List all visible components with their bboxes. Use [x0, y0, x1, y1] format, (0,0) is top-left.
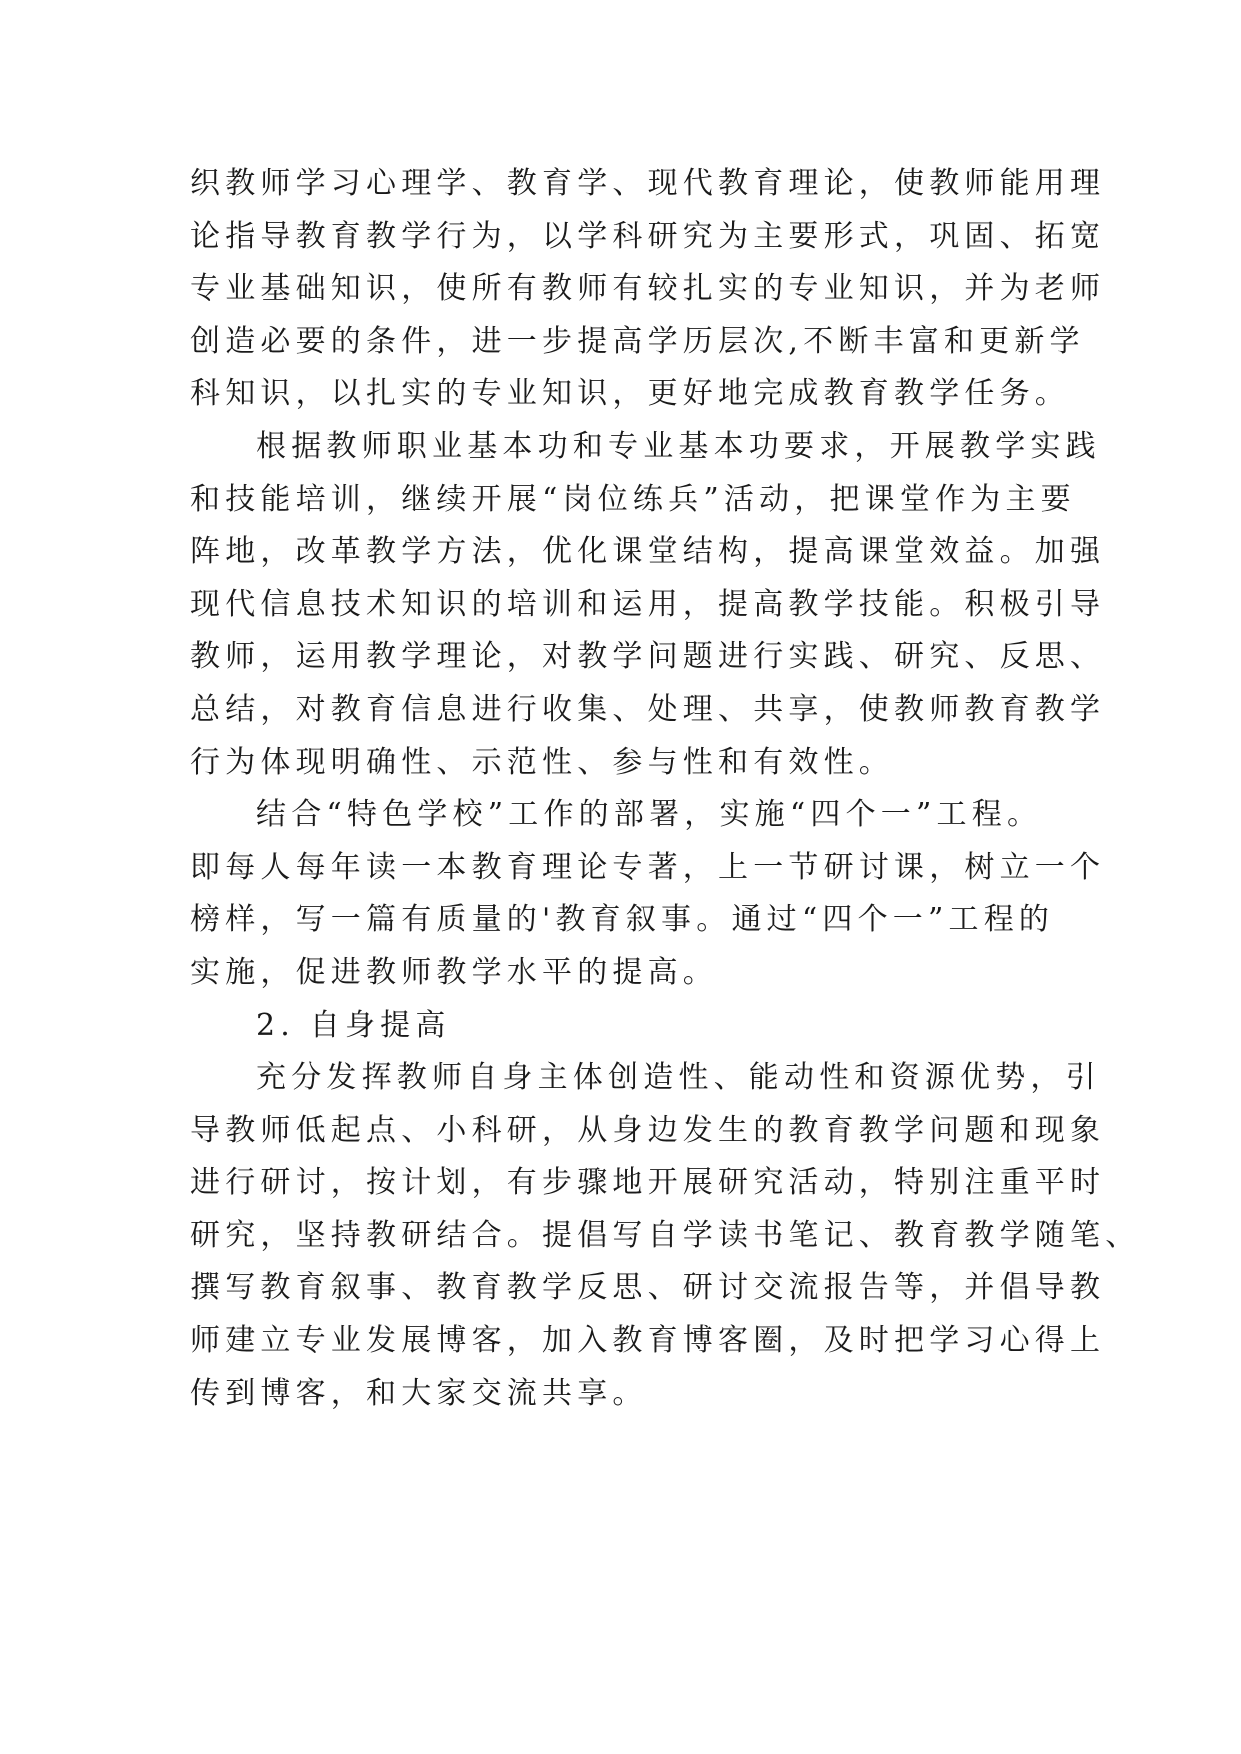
- text-line: 进行研讨，按计划，有步骤地开展研究活动，特别注重平时: [190, 1165, 1106, 1201]
- text-line: 导教师低起点、小科研，从身边发生的教育教学问题和现象: [190, 1112, 1106, 1148]
- text-line: 实施，促进教师教学水平的提高。: [190, 954, 718, 990]
- text-line: 研究，坚持教研结合。提倡写自学读书笔记、教育教学随笔、: [190, 1217, 1141, 1253]
- text-line: 教师，运用教学理论，对教学问题进行实践、研究、反思、: [190, 639, 1106, 675]
- text-line: 榜样，写一篇有质量的'教育叙事。通过“四个一”工程的: [190, 902, 1055, 938]
- text-line: 总结，对教育信息进行收集、处理、共享，使教师教育教学: [190, 691, 1106, 727]
- paragraph-start-line: 根据教师职业基本功和专业基本功要求，开展教学实践: [256, 428, 1101, 464]
- text-line: 论指导教育教学行为，以学科研究为主要形式，巩固、拓宽: [190, 218, 1106, 254]
- text-line: 织教师学习心理学、教育学、现代教育理论，使教师能用理: [190, 166, 1106, 201]
- text-line: 师建立专业发展博客，加入教育博客圈，及时把学习心得上: [190, 1323, 1106, 1359]
- text-line: 撰写教育叙事、教育教学反思、研讨交流报告等，并倡导教: [190, 1270, 1106, 1306]
- text-line: 创造必要的条件，进一步提高学历层次,不断丰富和更新学: [190, 323, 1085, 359]
- paragraph-start-line: 充分发挥教师自身主体创造性、能动性和资源优势，引: [256, 1060, 1101, 1096]
- body-text: [190, 158, 1141, 1420]
- text-line: 和技能培训，继续开展“岗位练兵”活动，把课堂作为主要: [190, 481, 1076, 517]
- text-line: 现代信息技术知识的培训和运用，提高教学技能。积极引导: [190, 586, 1106, 622]
- text-line: 阵地，改革教学方法，优化课堂结构，提高课堂效益。加强: [190, 534, 1106, 570]
- text-line: 科知识，以扎实的专业知识，更好地完成教育教学任务。: [190, 376, 1070, 412]
- section-heading: 2. 自身提高: [256, 1007, 451, 1043]
- paragraph-start-line: 结合“特色学校”工作的部署，实施“四个一”工程。: [256, 797, 1043, 833]
- text-line: 行为体现明确性、示范性、参与性和有效性。: [190, 744, 894, 780]
- text-line: 即每人每年读一本教育理论专著，上一节研讨课，树立一个: [190, 849, 1106, 885]
- text-line: 专业基础知识，使所有教师有较扎实的专业知识，并为老师: [190, 271, 1106, 307]
- text-line: 传到博客，和大家交流共享。: [190, 1375, 648, 1411]
